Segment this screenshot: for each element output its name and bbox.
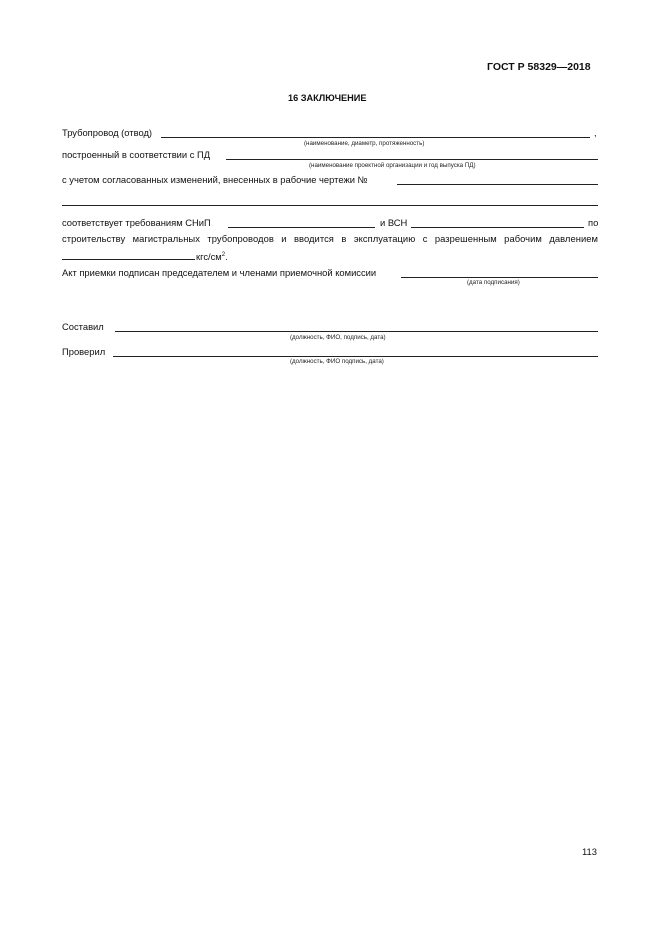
construction-text: строительству магистральных трубопроводов и вводится в эксплуатацию с разрешенным рабочим давлением	[62, 233, 598, 244]
drawings-number-field[interactable]	[397, 184, 598, 185]
pipeline-label: Трубопровод (отвод)	[62, 127, 153, 138]
pressure-field[interactable]	[62, 259, 195, 260]
changes-label: с учетом согласованных изменений, внесенных в рабочие чертежи №	[62, 174, 368, 185]
compiled-note: (должность, ФИО, подпись, дата)	[290, 334, 386, 341]
pressure-unit-wrap	[196, 249, 228, 263]
checked-label: Проверил	[62, 346, 106, 357]
checked-note: (должность, ФИО подпись, дата)	[290, 358, 384, 365]
pipeline-field[interactable]	[161, 137, 590, 138]
checked-field[interactable]	[113, 356, 598, 357]
pressure-end: .	[225, 251, 228, 262]
pressure-exponent: 2	[221, 252, 226, 258]
complies-label: соответствует требованиям СНиП	[62, 217, 211, 228]
section-title: 16 ЗАКЛЮЧЕНИЕ	[288, 93, 367, 103]
act-date-field[interactable]	[401, 277, 598, 278]
snip-field[interactable]	[228, 227, 375, 228]
compiled-label: Составил	[62, 321, 104, 332]
pipeline-note: (наименование, диаметр, протяженность)	[304, 140, 425, 147]
vsn-label: и ВСН	[380, 217, 408, 228]
pipeline-comma: ,	[594, 127, 597, 138]
act-note: (дата подписания)	[467, 279, 520, 286]
act-label: Акт приемки подписан председателем и членами приемочной комиссии	[62, 267, 377, 278]
design-org-field[interactable]	[226, 159, 598, 160]
pressure-unit: кгс/см	[196, 251, 222, 262]
built-label: построенный в соответствии с ПД	[62, 149, 211, 160]
built-note: (наименование проектной организации и год выпуска ПД)	[309, 162, 476, 169]
document-code: ГОСТ Р 58329—2018	[487, 61, 591, 73]
changes-continuation-field[interactable]	[62, 205, 598, 206]
vsn-field[interactable]	[411, 227, 584, 228]
page-number: 113	[582, 846, 597, 857]
compiled-field[interactable]	[115, 331, 598, 332]
po-label: по	[588, 217, 599, 228]
